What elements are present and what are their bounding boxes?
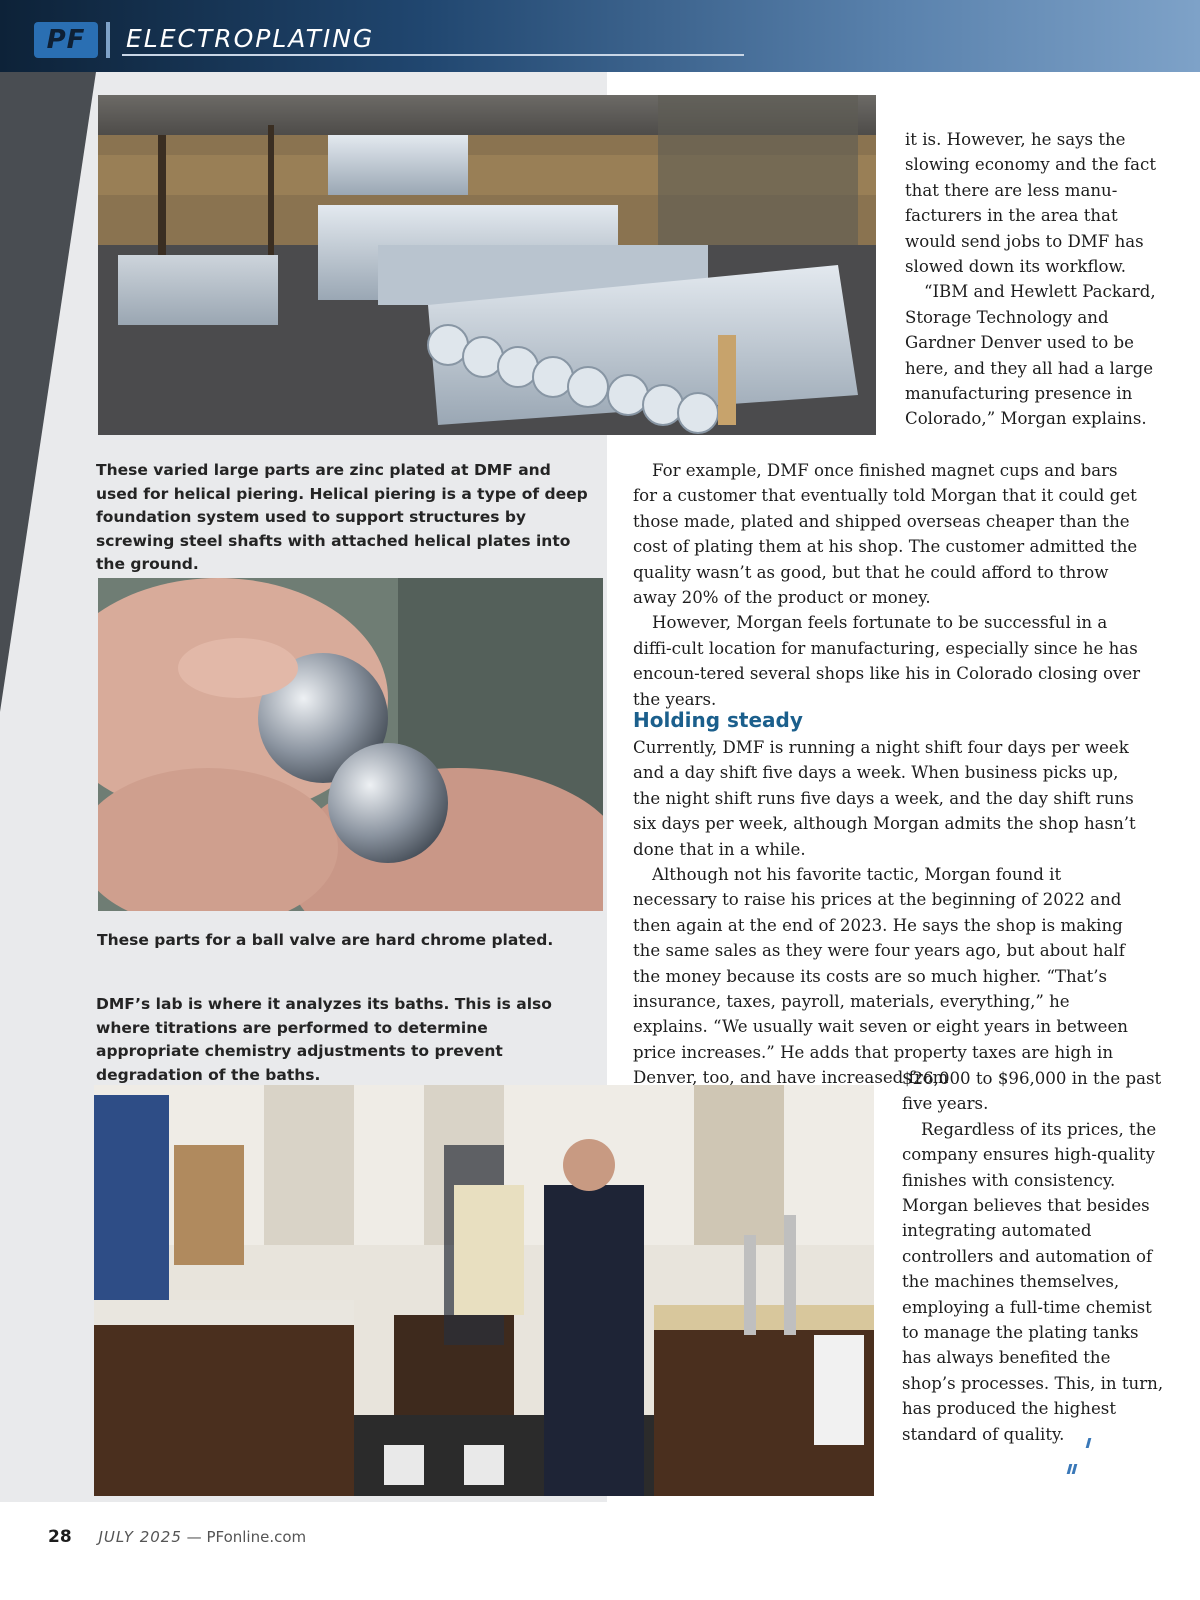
- lab-photo: [94, 1085, 874, 1496]
- end-mark-icon: [1068, 1430, 1084, 1440]
- paragraph: Currently, DMF is running a night shift four days per week and a day shift five days a week. When business picks up, the night shift runs five days a week, and the day shift runs six days per week, although Morgan admits the shop hasn’t done that in a while.: [633, 738, 1136, 859]
- photo-caption: These parts for a ball valve are hard chrome plated.: [97, 931, 554, 949]
- section-subhead: Holding steady: [633, 708, 803, 732]
- article-column: [633, 458, 1143, 712]
- helical-piering-parts-photo: [98, 95, 876, 435]
- ball-valve-parts-photo: [98, 578, 603, 911]
- article-column: [905, 127, 1167, 432]
- paragraph: [902, 1117, 1166, 1447]
- article-column: [902, 1066, 1166, 1447]
- page-footer: [48, 1527, 306, 1547]
- paragraph: it is. However, he says the slowing economy and the fact that there are less manu-facturers in the area that would send jobs to DMF has slowed down its workflow.: [905, 130, 1156, 277]
- section-rule: [122, 54, 744, 56]
- pf-logo: PF: [34, 22, 98, 58]
- paragraph: For example, DMF once finished magnet cups and bars for a customer that eventually told Morgan that it could get those made, plated and shipped overseas cheaper than the cost of plating them at his shop. The customer admitted the quality wasn’t as good, but that he could afford to throw away 20% of the product or money.: [633, 461, 1138, 608]
- header-divider: [106, 22, 110, 58]
- paragraph-text: Regardless of its prices, the company ensures high-quality finishes with consistency. Morgan believes that besides integrating automated controllers and automation of the machines themselves, employing a full-time chemist to manage the plating tanks has always benefited the shop’s processes. This, in turn, has produced the highest standard of quality.: [902, 1119, 1164, 1444]
- issue-date: JULY 2025: [98, 1528, 182, 1546]
- photo-caption: These varied large parts are zinc plated at DMF and used for helical piering. Helical piering is a type of deep foundation system used to support structures by screwing steel shafts with attached helical plates into the ground.: [96, 461, 588, 573]
- photo-caption: DMF’s lab is where it analyzes its baths. This is also where titrations are performed to determine appropriate chemistry adjustments to prevent degradation of the baths.: [96, 995, 552, 1084]
- article-column: [633, 735, 1143, 1091]
- site-link[interactable]: — PFonline.com: [186, 1528, 307, 1546]
- paragraph: However, Morgan feels fortunate to be successful in a diffi-cult location for manufacturing, especially since he has encoun-tered several shops like his in Colorado closing over the years.: [633, 613, 1141, 709]
- paragraph: Although not his favorite tactic, Morgan found it necessary to raise his prices at the beginning of 2022 and then again at the end of 2023. He says the shop is making the same sales as they were four years ago, but about half the money because its costs are so much higher. “That’s insurance, taxes, payroll, materials, everything,” he explains. “We usually wait seven or eight years in between price increases.” He adds that property taxes are high in Denver, too, and have increased from: [633, 865, 1128, 1088]
- page-header: [0, 0, 1200, 72]
- paragraph: $26,000 to $96,000 in the past five years.: [902, 1069, 1162, 1114]
- section-title: ELECTROPLATING: [126, 24, 375, 53]
- page-number: 28: [48, 1527, 72, 1547]
- paragraph: “IBM and Hewlett Packard, Storage Technology and Gardner Denver used to be here, and they all had a large manufacturing presence in Colorado,” Morgan explains.: [905, 282, 1156, 429]
